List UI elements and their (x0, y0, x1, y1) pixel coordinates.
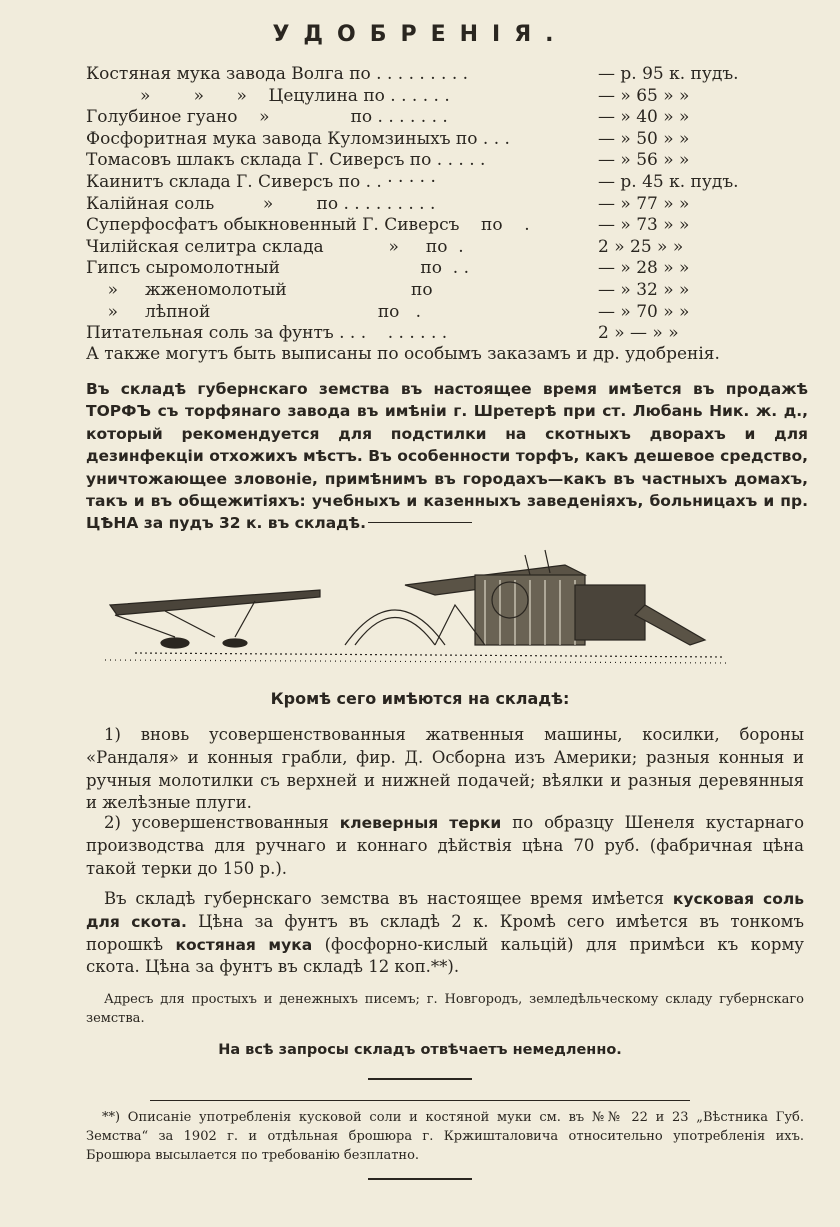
bone-meal-emphasis: костяная мука (175, 935, 313, 954)
footnote: **) Описаніе употребленія кусковой соли и костяной муки см. въ №№ 22 и 23 „Вѣстника Губ. Земства“ за 1902 г. и отдѣльная брошюра г. Кржишталовича относительно употребленія ихъ. Брошюра высылается по требованію безплатно. (86, 1110, 804, 1163)
product-name: » жженомолотый по (86, 279, 433, 300)
page-title: УДОБРЕНІЯ. (272, 22, 568, 47)
product-name: Гипсъ сыромолотный по . . (86, 258, 469, 279)
price-row (86, 107, 766, 129)
response-notice: На всѣ запросы складъ отвѣчаетъ немедленно. (218, 1042, 622, 1058)
also-available-heading: Кромѣ сего имѣются на складѣ: (270, 689, 570, 708)
item-2-text: по образцу Шенеля кустарнаго производства для ручнаго и коннаго дѣйствія цѣна 70 руб. (фабричная цѣна такой терки до 150 р.). (86, 813, 804, 878)
mailing-address: Адресъ для простыхъ и денежныхъ писемъ; г. Новгородъ, земледѣльческому складу губернскаго земства. (86, 992, 804, 1026)
divider (368, 1178, 472, 1180)
product-price: — » 40 » » (598, 107, 690, 128)
price-row (86, 129, 766, 151)
price-row (86, 280, 766, 302)
product-name: Томасовъ шлакъ склада Г. Сиверсъ по . . . . . (86, 150, 486, 171)
product-name: Калійная соль » по . . . . . . . . . (86, 193, 436, 214)
salt-paragraph (86, 888, 804, 979)
salt-text: (фосфорно-кислый кальцій) для примѣси къ корму скота. Цѣна за фунтъ въ складѣ 12 коп.**). (86, 934, 804, 977)
product-price: — » 70 » » (598, 301, 690, 322)
price-row (86, 237, 766, 259)
product-price: 2 » — » » (598, 323, 679, 344)
product-name: Костяная мука завода Волга по . . . . . . . . . (86, 64, 469, 84)
product-name: » лѣпной по . (86, 301, 422, 322)
lump-salt-emphasis: кусковая соль для скота. (86, 890, 804, 931)
divider (368, 1078, 472, 1080)
peat-announcement: Въ складѣ губернскаго земства въ настоящее время имѣется въ продажѣ ТОРФЪ съ торфянаго завода въ имѣніи г. Шретерѣ при ст. Любань Ник. ж. д., который рекомендуется для подстилки на скотныхъ дворахъ и для дезинфекціи отхожихъ мѣстъ. Въ особенности торфъ, какъ дешевое средство, уничтожающее зловоніе, примѣнимъ въ городахъ—какъ въ частныхъ домахъ, такъ и въ общежитіяхъ: учебныхъ и казенныхъ заведеніяхъ, больницахъ и пр. ЦѢНА за пудъ 32 к. въ складѣ. (86, 380, 808, 533)
threshing-machine-engraving (105, 545, 735, 680)
price-row (86, 86, 766, 108)
fertilizer-price-list (86, 64, 766, 345)
product-price: — » 73 » » (598, 215, 690, 236)
footnote-separator (150, 1100, 690, 1101)
product-price: — р. 95 к. пудъ. (598, 64, 739, 84)
product-name: Каинитъ склада Г. Сиверсъ по . . · · · · · (86, 171, 436, 192)
product-price: — » 28 » » (598, 258, 690, 279)
product-price: — » 65 » » (598, 85, 690, 106)
product-name: Чилійская селитра склада » по . (86, 236, 464, 257)
product-name: Фосфоритная мука завода Куломзиныхъ по . . . (86, 128, 510, 149)
salt-text: Въ складѣ губернскаго земства въ настоящее время имѣется (104, 889, 665, 908)
price-row (86, 258, 766, 280)
price-row (86, 215, 766, 237)
divider (368, 522, 472, 523)
product-name: Голубиное гуано » по . . . . . . . (86, 107, 448, 128)
price-row (86, 302, 766, 324)
price-row (86, 194, 766, 216)
product-price: — » 56 » » (598, 150, 690, 171)
price-row (86, 150, 766, 172)
product-price: — » 32 » » (598, 279, 690, 300)
product-price: 2 » 25 » » (598, 236, 684, 257)
clover-grater-emphasis: клеверныя терки (339, 814, 502, 832)
product-price: — » 77 » » (598, 193, 690, 214)
additional-orders-note: А также могутъ быть выписаны по особымъ заказамъ и др. удобренія. (86, 344, 720, 364)
product-name: » » » Цецулина по . . . . . . (86, 85, 450, 106)
product-price: — р. 45 к. пудъ. (598, 171, 739, 192)
item-2-paragraph (86, 812, 804, 880)
salt-text: Цѣна за фунтъ въ складѣ 2 к. Кромѣ сего имѣется въ тонкомъ порошкѣ (86, 911, 804, 954)
product-price: — » 50 » » (598, 128, 690, 149)
price-row (86, 172, 766, 194)
product-name: Суперфосфатъ обыкновенный Г. Сиверсъ по . (86, 215, 530, 236)
price-row (86, 323, 766, 345)
product-name: Питательная соль за фунтъ . . . . . . . . . (86, 323, 448, 344)
price-row (86, 64, 766, 86)
item-1-paragraph: 1) вновь усовершенствованныя жатвенныя машины, косилки, бороны «Рандаля» и конныя грабли, фир. Д. Осборна изъ Америки; разныя конныя и ручныя молотилки съ верхней и нижней подачей; вѣялки и разныя деревянныя и желѣзные плуги. (86, 725, 804, 813)
item-2-text: 2) усовершенствованныя (104, 813, 329, 832)
